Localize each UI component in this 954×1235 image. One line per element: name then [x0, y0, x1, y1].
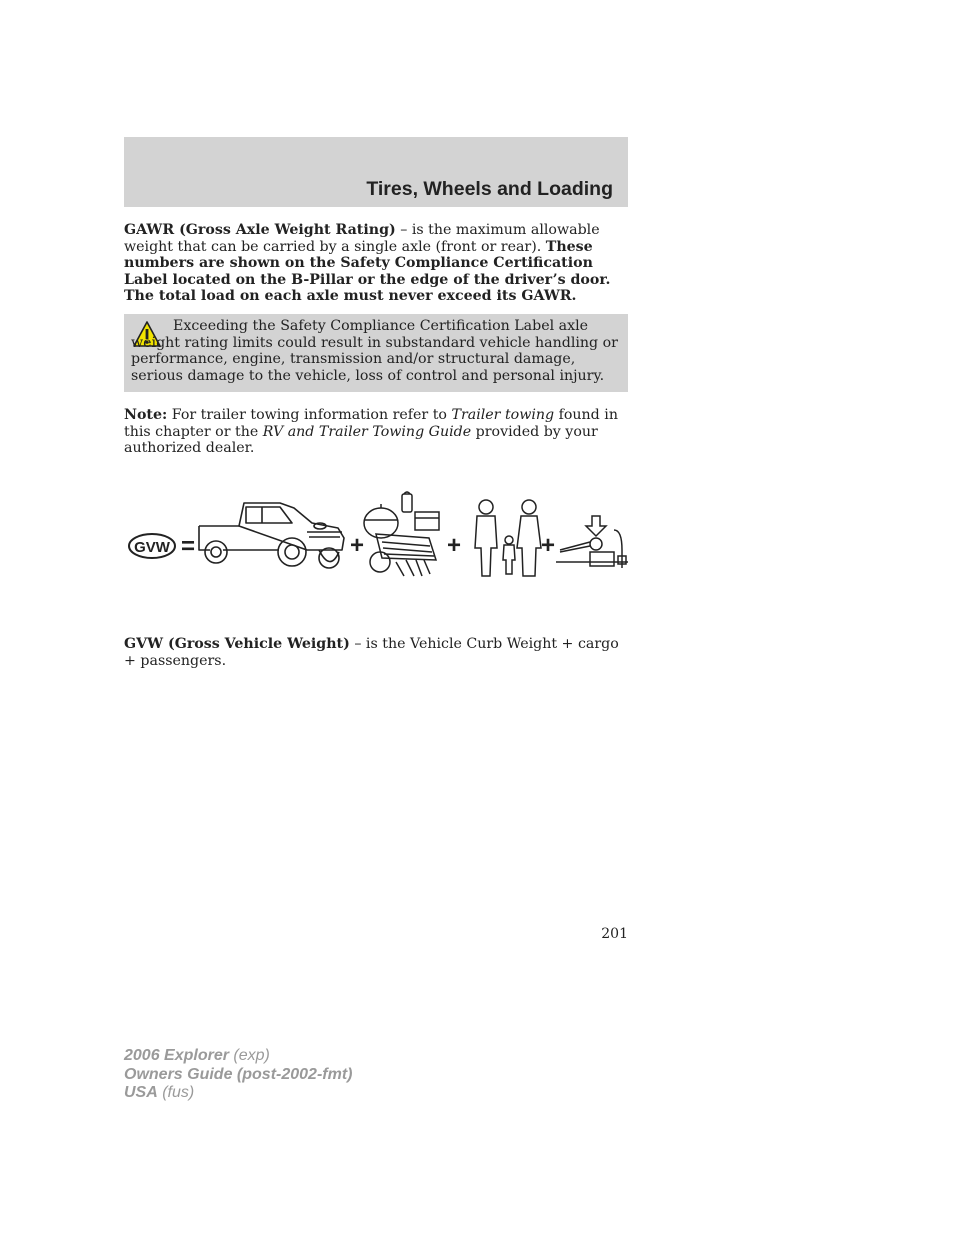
equals-sign: = [180, 533, 196, 560]
warning-text: Exceeding the Safety Compliance Certification Label axle weight rating limits could result in substandard vehicle handling or performance, engine, transmission and/or structural damage, serious damage to the vehicle, loss of control and personal injury. [131, 318, 618, 384]
gvw-badge [129, 534, 175, 558]
gvw-term: GVW (Gross Vehicle Weight) [124, 636, 350, 652]
rv-trailer-guide-reference: RV and Trailer Towing Guide [262, 423, 472, 440]
plus-sign: + [540, 532, 556, 559]
gvw-paragraph [124, 636, 628, 669]
gawr-emphasis: These numbers are shown on the Safety Compliance Certification Label located on the B-Pillar or the edge of the driver’s door. The total load on each axle must never exceed its GAWR. [124, 238, 611, 305]
passengers-icon [475, 500, 541, 576]
trailer-hitch-icon [556, 516, 628, 568]
plus-sign: + [446, 532, 462, 559]
gawr-term: GAWR (Gross Axle Weight Rating) [124, 222, 396, 238]
note-text: found in this chapter or the [124, 407, 618, 440]
footer-model-code: (exp) [228, 1047, 270, 1064]
cargo-icon [364, 492, 439, 576]
note-paragraph [124, 407, 628, 457]
gvw-definition: – is the Vehicle Curb Weight + cargo + passengers. [124, 636, 619, 669]
gawr-definition: – is the maximum allowable weight that can be carried by a single axle (front or rear). [124, 222, 600, 255]
warning-box [124, 314, 628, 392]
footer-guide: Owners Guide (post-2002-fmt) [124, 1065, 353, 1083]
section-header [124, 137, 628, 207]
note-text: For trailer towing information refer to [167, 407, 452, 423]
gvw-label: GVW [134, 539, 170, 556]
plus-sign: + [349, 532, 365, 559]
footer [124, 1047, 352, 1103]
footer-market-code: (fus) [157, 1084, 195, 1101]
gvw-illustration [124, 490, 628, 585]
page-number: 201 [601, 926, 628, 942]
pickup-truck-icon [199, 503, 344, 568]
footer-model: 2006 Explorer [124, 1047, 229, 1064]
trailer-towing-reference: Trailer towing [451, 407, 555, 423]
section-title: Tires, Wheels and Loading [366, 178, 613, 200]
note-label: Note: [124, 407, 168, 423]
footer-market: USA [124, 1084, 158, 1101]
note-text: provided by your authorized dealer. [124, 423, 598, 457]
gawr-paragraph [124, 222, 628, 305]
